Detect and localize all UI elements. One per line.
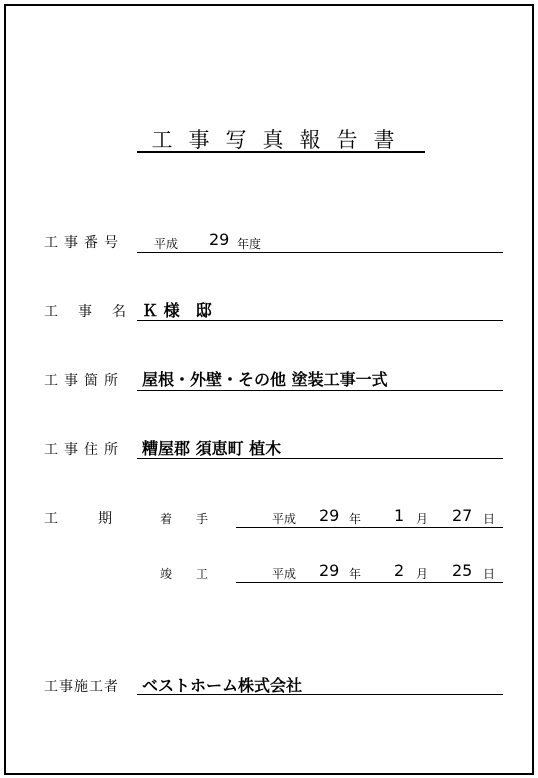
report-title: 工事写真報告書 <box>151 128 411 152</box>
construction-location-value: 屋根・外壁・その他 塗装工事一式 <box>142 370 388 389</box>
construction-number-underline <box>137 252 503 253</box>
period-start-year-unit: 年 <box>349 512 362 526</box>
construction-name-label: 工 事 名 <box>44 304 129 320</box>
construction-address-value: 糟屋郡 須恵町 植木 <box>142 439 282 458</box>
period-start-day: 27 <box>452 506 473 525</box>
period-start-year: 29 <box>319 506 340 525</box>
period-start-era: 平成 <box>272 512 297 526</box>
construction-address-label: 工事住所 <box>44 442 124 458</box>
period-end-month: 2 <box>394 561 405 580</box>
construction-name-underline <box>137 320 503 321</box>
period-end-era: 平成 <box>272 567 297 581</box>
construction-period-label: 工 期 <box>44 511 116 527</box>
construction-location-label: 工事箇所 <box>44 373 124 389</box>
contractor-underline <box>137 694 503 695</box>
period-end-label: 竣 工 <box>160 567 209 581</box>
period-start-month-unit: 月 <box>416 512 429 526</box>
period-end-underline <box>236 582 503 583</box>
contractor-label: 工事施工者 <box>44 679 119 695</box>
construction-number-era: 平成 <box>154 237 179 251</box>
construction-number-year: 29 <box>209 230 230 249</box>
construction-address-underline <box>137 458 503 459</box>
construction-location-underline <box>137 390 503 391</box>
contractor-value: ベストホーム株式会社 <box>142 676 303 695</box>
construction-number-suffix: 年度 <box>237 237 262 251</box>
period-end-year-unit: 年 <box>349 567 362 581</box>
period-end-year: 29 <box>319 561 340 580</box>
period-start-label: 着 手 <box>160 512 209 526</box>
period-end-day: 25 <box>452 561 473 580</box>
period-start-underline <box>236 527 503 528</box>
construction-name-value: Ｋ 様 邸 <box>142 301 212 320</box>
period-start-day-unit: 日 <box>483 512 496 526</box>
title-underline <box>137 151 425 153</box>
period-start-month: 1 <box>394 506 405 525</box>
period-end-month-unit: 月 <box>416 567 429 581</box>
period-end-day-unit: 日 <box>483 567 496 581</box>
construction-number-label: 工事番号 <box>44 235 124 251</box>
